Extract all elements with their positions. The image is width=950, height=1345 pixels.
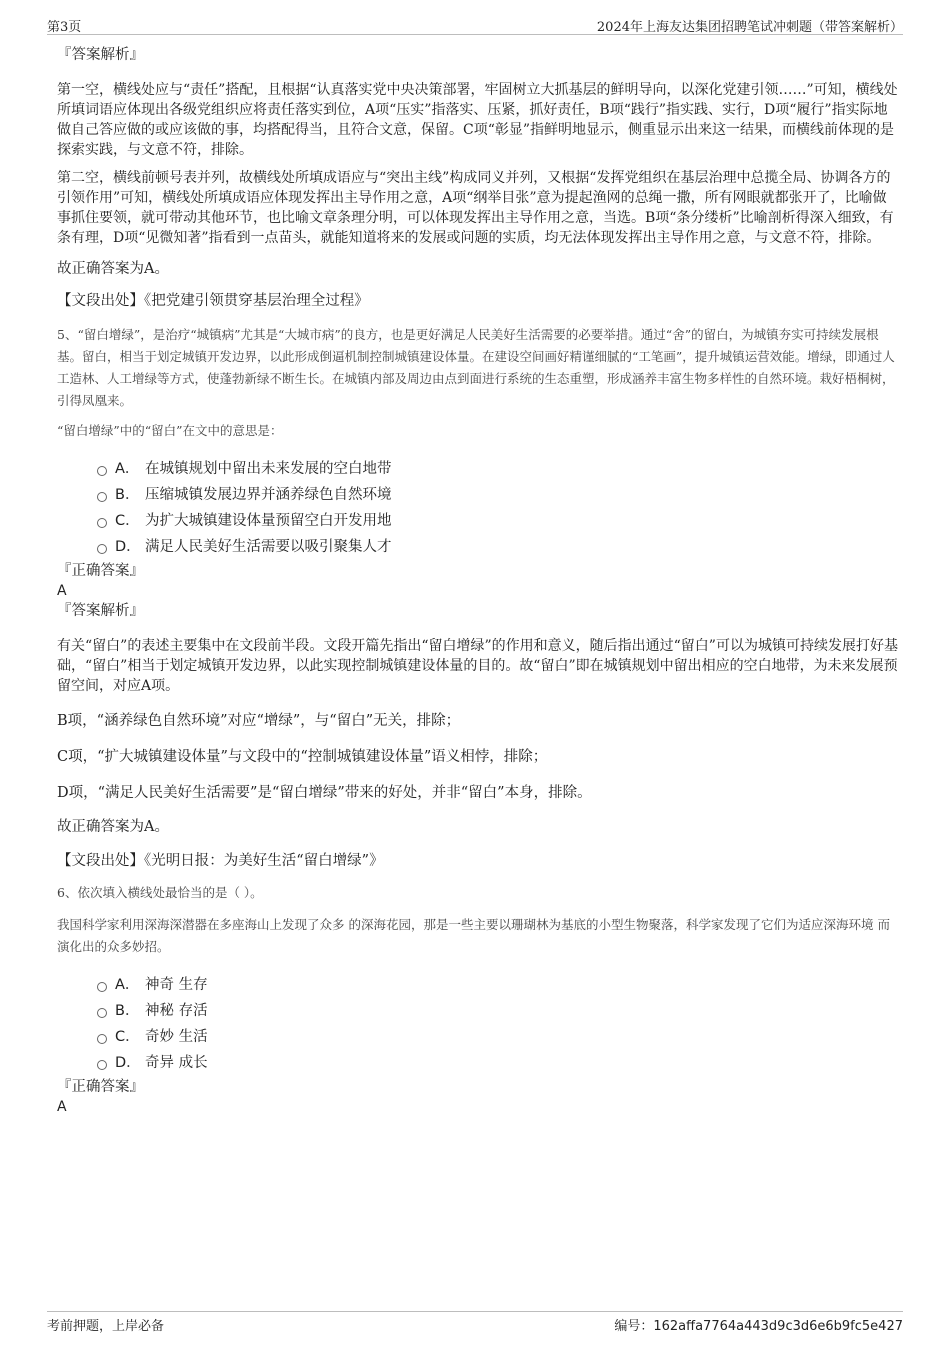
analysis-paragraph: B项，“涵养绿色自然环境”对应“增绿”，与“留白”无关，排除；	[57, 713, 461, 729]
question-6-options	[57, 972, 898, 1076]
radio-icon[interactable]	[97, 1008, 107, 1018]
option-d[interactable]: D． 满足人民美好生活需要以吸引聚集人才	[57, 534, 898, 560]
analysis-paragraph: 有关“留白”的表述主要集中在文段前半段。文段开篇先指出“留白增绿”的作用和意义，随后指出通过“留白”可以为城镇可持续发展打好基础，“留白”相当于划定城镇开发边界，以此实现控制城镇建设体量的目的。故“留白”即在城镇规划中留出相应的空白地带，为未来发展预留空间，对应A项。	[57, 638, 898, 694]
option-b[interactable]: B． 神秘 存活	[57, 998, 898, 1024]
option-b[interactable]: B． 压缩城镇发展边界并涵养绿色自然环境	[57, 482, 898, 508]
analysis-label: 『答案解析』	[57, 603, 144, 619]
footer-slogan: 考前押题，上岸必备	[47, 1319, 165, 1334]
page-footer	[47, 1311, 903, 1334]
analysis-label: 『答案解析』	[57, 47, 144, 63]
analysis-paragraph: D项，“满足人民美好生活需要”是“留白增绿”带来的好处，并非“留白”本身，排除。	[57, 785, 592, 801]
correct-answer: A	[57, 1099, 67, 1115]
analysis-paragraph: 第一空，横线处应与“责任”搭配，且根据“认真落实党中央决策部署，牢固树立大抓基层的鲜明导向，以深化党建引领……”可知，横线处所填词语应体现出各级党组织应将责任落实到位，A项“压实”指落实、压紧，抓好责任，B项“践行”指实践、实行，D项“履行”指实际地做自己答应做的或应该做的事，均搭配得当，且符合文意，保留。C项“彰显”指鲜明地显示，侧重显示出来这一结果，而横线前体现的是探索实践，与文意不符，排除。	[57, 82, 898, 158]
passage-source: 【文段出处】《把党建引领贯穿基层治理全过程》	[57, 293, 369, 309]
question-5-options	[57, 456, 898, 560]
analysis-paragraph: C项，“扩大城镇建设体量”与文段中的“控制城镇建设体量”语义相悖，排除；	[57, 749, 548, 765]
correct-answer-label: 『正确答案』	[57, 1079, 144, 1095]
question-6-stem: 6、依次填入横线处最恰当的是（ ）。	[57, 885, 263, 900]
option-c[interactable]: C． 奇妙 生活	[57, 1024, 898, 1050]
passage-source: 【文段出处】《光明日报：为美好生活“留白增绿”》	[57, 853, 384, 869]
question-5-stem: “留白增绿”中的“留白”在文中的意思是：	[57, 423, 283, 438]
question-5-passage: 5、“留白增绿”，是治疗“城镇病”尤其是“大城市病”的良方，也是更好满足人民美好生活需要的必要举措。通过“舍”的留白，为城镇夯实可持续发展根基。留白，相当于划定城镇开发边界，以此形成倒逼机制控制城镇建设体量。在建设空间画好精谨细腻的“工笔画”，提升城镇运营效能。增绿，即通过人工造林、人工增绿等方式，使蓬勃新绿不断生长。在城镇内部及周边由点到面进行系统的生态重塑，形成涵养丰富生物多样性的自然环境。栽好梧桐树，引得凤凰来。	[57, 327, 895, 408]
answer-conclusion: 故正确答案为A。	[57, 261, 169, 277]
answer-conclusion: 故正确答案为A。	[57, 819, 169, 835]
analysis-paragraph: 第二空，横线前顿号表并列，故横线处所填成语应与“突出主线”构成同义并列，又根据“发挥党组织在基层治理中总揽全局、协调各方的引领作用”可知，横线处所填成语应体现发挥出主导作用之意，A项“纲举目张”意为提起渔网的总绳一撒，所有网眼就都张开了，比喻做事抓住要领，就可带动其他环节，也比喻文章条理分明，可以体现发挥出主导作用之意，当选。B项“条分缕析”比喻剖析得深入细致，有条有理，D项“见微知著”指看到一点苗头，就能知道将来的发展或问题的实质，均无法体现发挥出主导作用之意，与文意不符，排除。	[57, 170, 894, 246]
radio-icon[interactable]	[97, 466, 107, 476]
option-a[interactable]: A． 在城镇规划中留出未来发展的空白地带	[57, 456, 898, 482]
correct-answer: A	[57, 583, 67, 599]
radio-icon[interactable]	[97, 544, 107, 554]
option-a[interactable]: A． 神奇 生存	[57, 972, 898, 998]
radio-icon[interactable]	[97, 982, 107, 992]
page-number: 第3页	[47, 20, 82, 35]
document-body	[57, 44, 898, 1116]
radio-icon[interactable]	[97, 1034, 107, 1044]
document-code	[614, 1315, 903, 1334]
radio-icon[interactable]	[97, 1060, 107, 1070]
option-d[interactable]: D． 奇异 成长	[57, 1050, 898, 1076]
question-6-passage: 我国科学家利用深海深潜器在多座海山上发现了众多 的深海花园，那是一些主要以珊瑚林为基底的小型生物聚落，科学家发现了它们为适应深海环境 而演化出的众多妙招。	[57, 917, 890, 954]
radio-icon[interactable]	[97, 518, 107, 528]
page-header	[47, 14, 903, 35]
radio-icon[interactable]	[97, 492, 107, 502]
option-c[interactable]: C． 为扩大城镇建设体量预留空白开发用地	[57, 508, 898, 534]
document-title: 2024年上海友达集团招聘笔试冲刺题（带答案解析）	[596, 20, 903, 35]
code-value: 162affa7764a443d9c3d6e6b9fc5e427	[653, 1319, 903, 1334]
correct-answer-label: 『正确答案』	[57, 563, 144, 579]
code-label: 编号：	[614, 1319, 654, 1334]
